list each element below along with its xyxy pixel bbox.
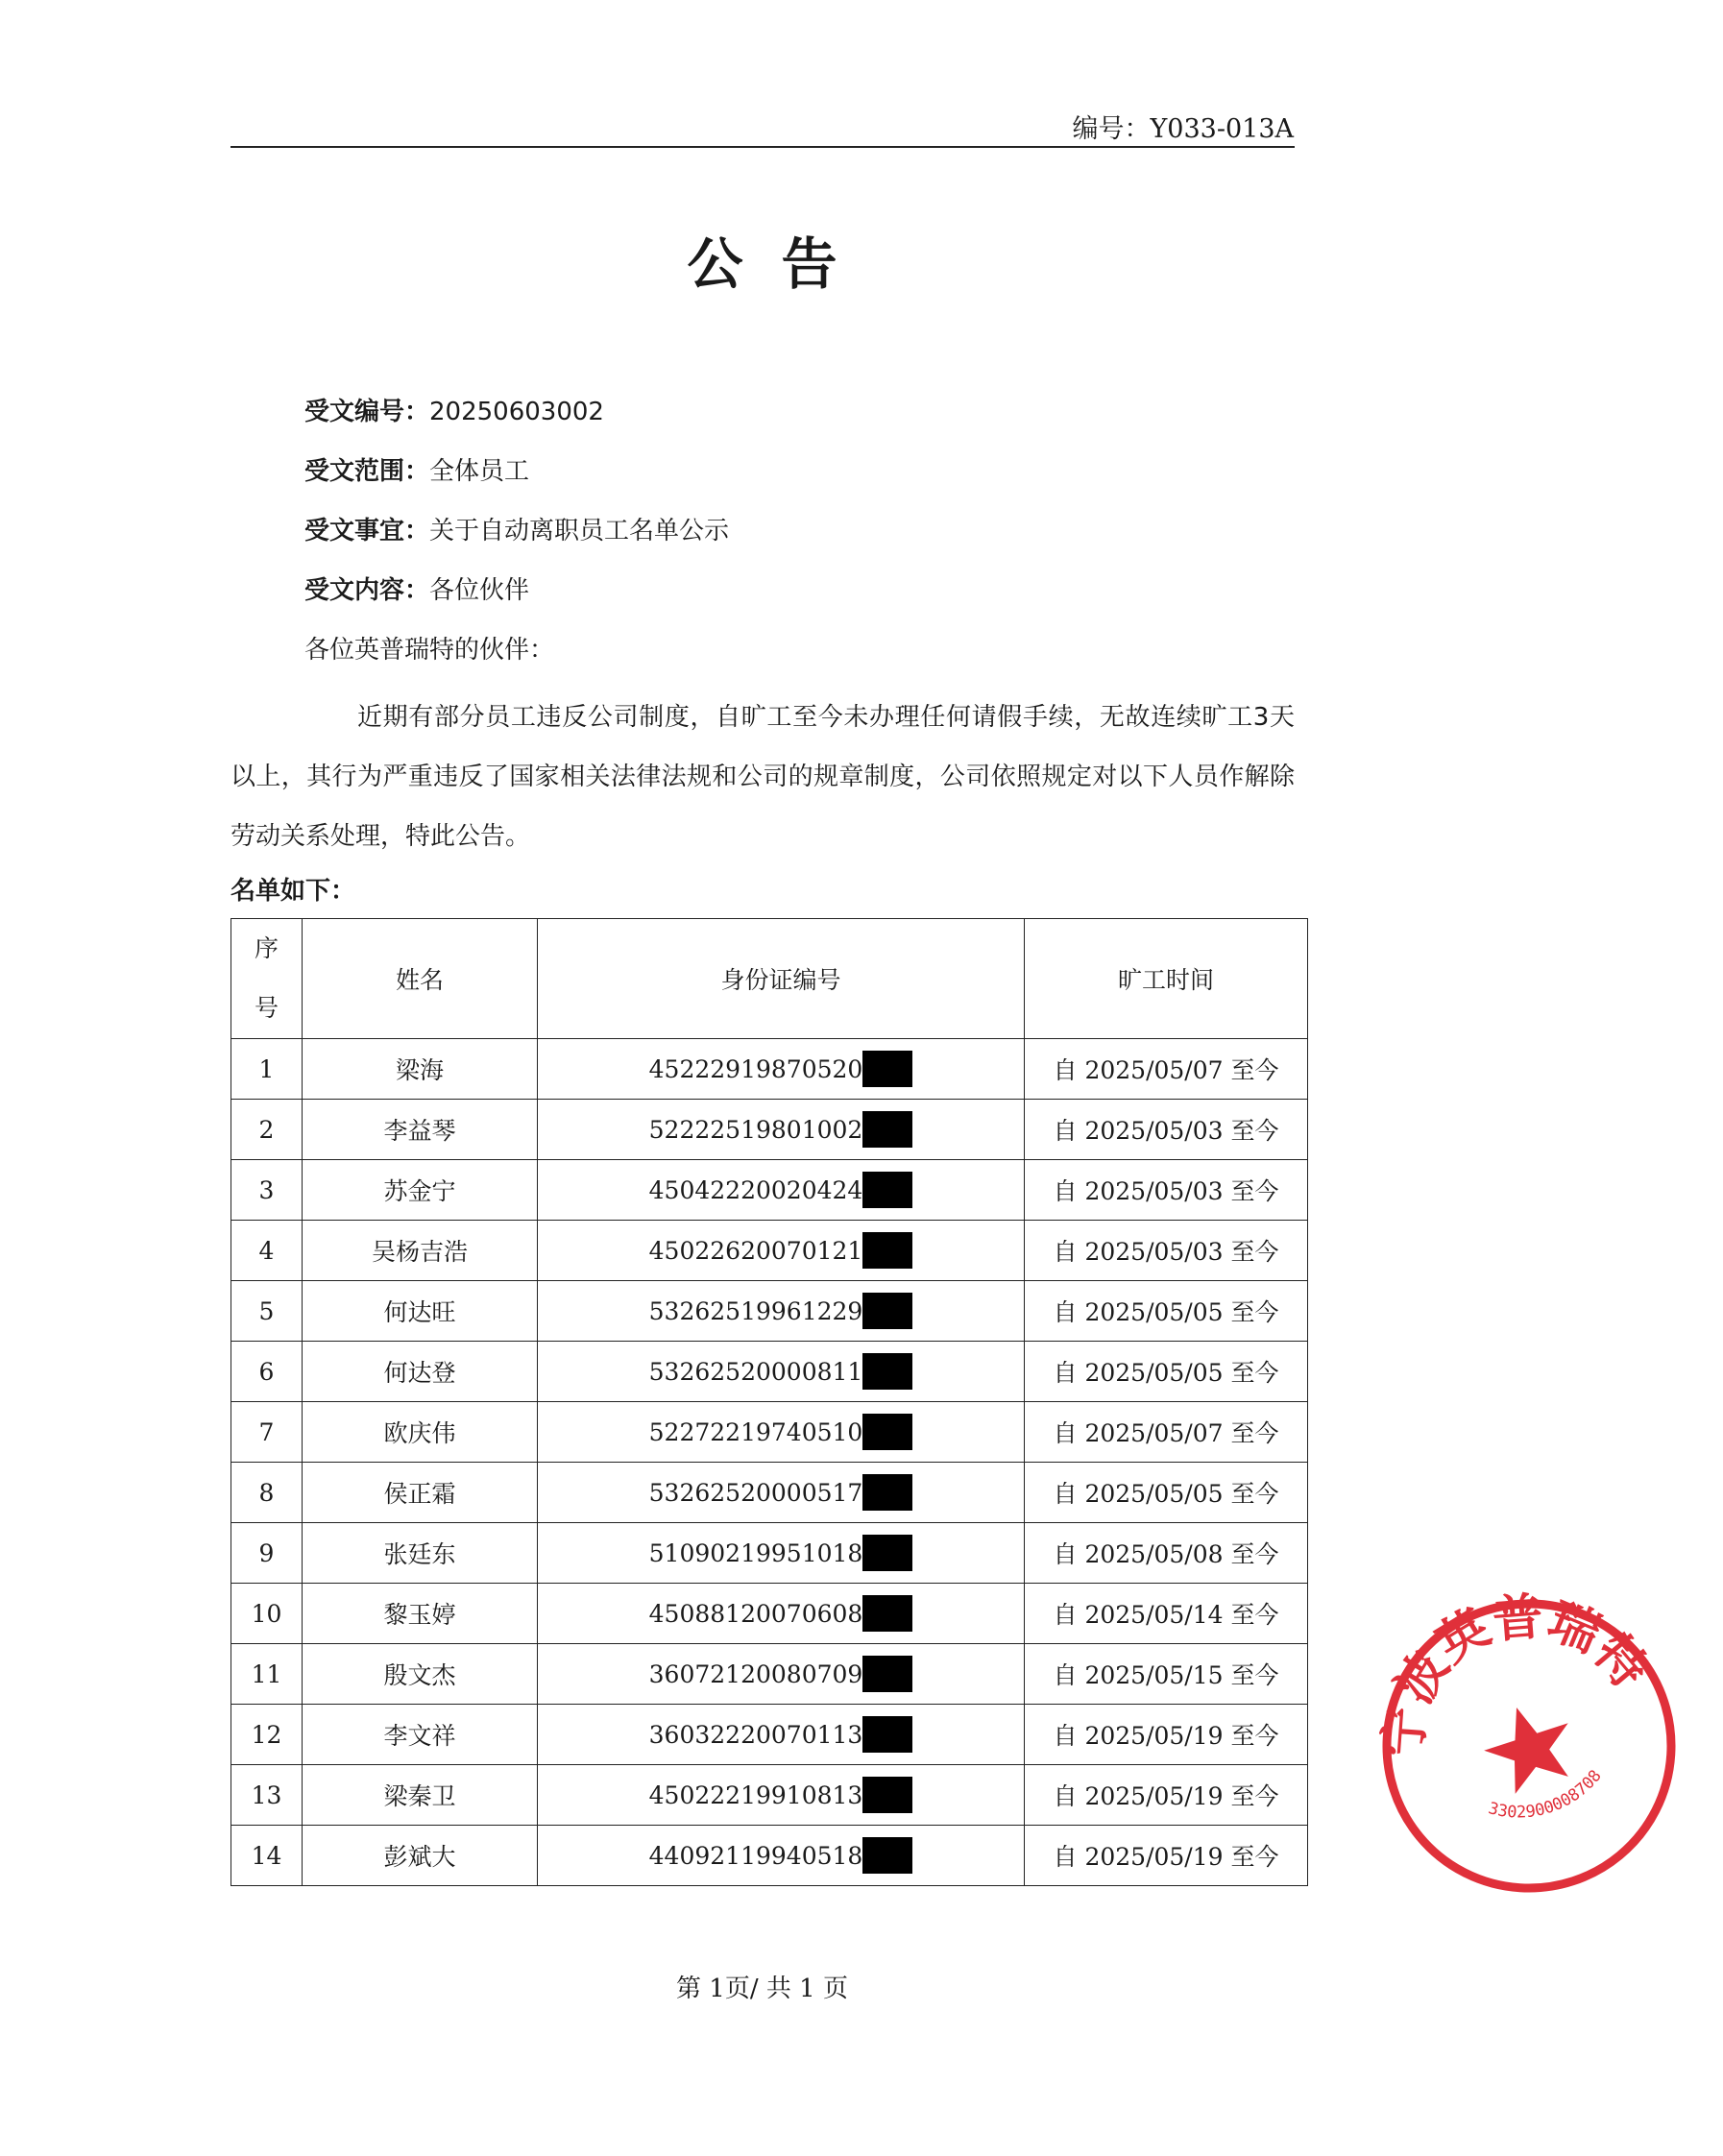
table-row xyxy=(231,1644,1308,1705)
redaction-block xyxy=(862,1474,912,1511)
cell-name: 梁秦卫 xyxy=(303,1765,538,1826)
cell-seq: 12 xyxy=(231,1705,303,1765)
greeting: 各位英普瑞特的伙伴： xyxy=(304,636,555,665)
id-number-visible: 36072120080709 xyxy=(648,1659,863,1688)
table-row xyxy=(231,1100,1308,1160)
table-row xyxy=(231,1584,1308,1644)
cell-id xyxy=(538,1281,1025,1342)
cell-name: 张廷东 xyxy=(303,1523,538,1584)
redaction-block xyxy=(862,1293,912,1329)
meta-scope xyxy=(304,451,529,487)
meta-value: 各位伙伴 xyxy=(429,576,530,605)
notice-body: 近期有部分员工违反公司制度，自旷工至今未办理任何请假手续，无故连续旷工3天以上，其行为严重违反了国家相关法律法规和公司的规章制度，公司依照规定对以下人员作解除劳动关系处理，特此公告。 xyxy=(231,703,1295,851)
id-number-visible: 53262520000517 xyxy=(648,1478,863,1507)
cell-name: 梁海 xyxy=(303,1039,538,1100)
cell-seq: 1 xyxy=(231,1039,303,1100)
cell-id xyxy=(538,1523,1025,1584)
id-number-visible: 52272219740510 xyxy=(648,1417,863,1446)
table-row xyxy=(231,1705,1308,1765)
cell-name: 黎玉婷 xyxy=(303,1584,538,1644)
meta-doc-number xyxy=(304,392,604,427)
id-number-visible: 45022620070121 xyxy=(648,1236,863,1265)
cell-id xyxy=(538,1221,1025,1281)
company-seal xyxy=(1335,1552,1722,1939)
id-number-visible: 53262520000811 xyxy=(648,1357,863,1386)
redaction-block xyxy=(862,1232,912,1269)
cell-name: 苏金宁 xyxy=(303,1160,538,1221)
page-title: 公告 xyxy=(687,231,876,297)
table-row xyxy=(231,1826,1308,1886)
header-name: 姓名 xyxy=(303,919,538,1039)
cell-absence-time: 自 2025/05/15 至今 xyxy=(1025,1644,1308,1705)
cell-absence-time: 自 2025/05/07 至今 xyxy=(1025,1039,1308,1100)
meta-label: 受文范围： xyxy=(304,457,430,486)
list-title: 名单如下： xyxy=(231,877,356,906)
employee-table xyxy=(231,918,1308,1886)
cell-id xyxy=(538,1100,1025,1160)
cell-id xyxy=(538,1826,1025,1886)
table-row xyxy=(231,1221,1308,1281)
cell-name: 何达旺 xyxy=(303,1281,538,1342)
cell-name: 侯正霜 xyxy=(303,1463,538,1523)
header-time: 旷工时间 xyxy=(1025,919,1308,1039)
redaction-block xyxy=(862,1656,912,1692)
seal-name-text: 宁波英普瑞特 xyxy=(1374,1587,1659,1759)
cell-seq: 7 xyxy=(231,1402,303,1463)
cell-name: 欧庆伟 xyxy=(303,1402,538,1463)
cell-absence-time: 自 2025/05/07 至今 xyxy=(1025,1402,1308,1463)
cell-id xyxy=(538,1402,1025,1463)
cell-name: 李文祥 xyxy=(303,1705,538,1765)
cell-absence-time: 自 2025/05/03 至今 xyxy=(1025,1100,1308,1160)
id-number-visible: 45022219910813 xyxy=(648,1781,863,1809)
header-seq-line1: 序 xyxy=(254,934,279,962)
cell-id xyxy=(538,1765,1025,1826)
cell-absence-time: 自 2025/05/19 至今 xyxy=(1025,1826,1308,1886)
redaction-block xyxy=(862,1535,912,1571)
cell-seq: 8 xyxy=(231,1463,303,1523)
cell-id xyxy=(538,1463,1025,1523)
cell-name: 彭斌大 xyxy=(303,1826,538,1886)
cell-absence-time: 自 2025/05/05 至今 xyxy=(1025,1281,1308,1342)
cell-seq: 11 xyxy=(231,1644,303,1705)
cell-seq: 9 xyxy=(231,1523,303,1584)
redaction-block xyxy=(862,1353,912,1390)
table-row xyxy=(231,1463,1308,1523)
cell-absence-time: 自 2025/05/14 至今 xyxy=(1025,1584,1308,1644)
meta-label: 受文编号： xyxy=(304,398,430,426)
cell-id xyxy=(538,1584,1025,1644)
id-number-visible: 36032220070113 xyxy=(648,1720,863,1749)
cell-id xyxy=(538,1342,1025,1402)
cell-seq: 2 xyxy=(231,1100,303,1160)
header-seq-line2: 号 xyxy=(254,994,279,1022)
table-row xyxy=(231,1281,1308,1342)
cell-seq: 3 xyxy=(231,1160,303,1221)
cell-seq: 5 xyxy=(231,1281,303,1342)
cell-seq: 4 xyxy=(231,1221,303,1281)
redaction-block xyxy=(862,1172,912,1208)
meta-content xyxy=(304,570,529,606)
page-footer: 第 1页/ 共 1 页 xyxy=(676,1974,848,2003)
cell-seq: 13 xyxy=(231,1765,303,1826)
cell-absence-time: 自 2025/05/03 至今 xyxy=(1025,1160,1308,1221)
meta-value: 20250603002 xyxy=(429,398,604,426)
cell-absence-time: 自 2025/05/05 至今 xyxy=(1025,1463,1308,1523)
cell-absence-time: 自 2025/05/19 至今 xyxy=(1025,1765,1308,1826)
header-rule xyxy=(231,146,1295,148)
cell-id xyxy=(538,1705,1025,1765)
document-number: 编号：Y033-013A xyxy=(1072,114,1294,144)
table-row xyxy=(231,1039,1308,1100)
cell-name: 殷文杰 xyxy=(303,1644,538,1705)
table-row xyxy=(231,1160,1308,1221)
cell-seq: 6 xyxy=(231,1342,303,1402)
redaction-block xyxy=(862,1595,912,1632)
redaction-block xyxy=(862,1111,912,1148)
redaction-block xyxy=(862,1051,912,1087)
header-seq xyxy=(231,919,303,1039)
seal-number-text: 3302900008708 xyxy=(1486,1766,1606,1823)
redaction-block xyxy=(862,1837,912,1874)
id-number-visible: 44092119940518 xyxy=(648,1841,863,1870)
cell-seq: 10 xyxy=(231,1584,303,1644)
table-row xyxy=(231,1765,1308,1826)
meta-value: 关于自动离职员工名单公示 xyxy=(429,517,730,545)
cell-name: 何达登 xyxy=(303,1342,538,1402)
redaction-block xyxy=(862,1414,912,1450)
id-number-visible: 51090219951018 xyxy=(648,1538,863,1567)
id-number-visible: 53262519961229 xyxy=(648,1296,863,1325)
cell-id xyxy=(538,1160,1025,1221)
cell-absence-time: 自 2025/05/05 至今 xyxy=(1025,1342,1308,1402)
id-number-visible: 45222919870520 xyxy=(648,1054,863,1083)
table-row xyxy=(231,1523,1308,1584)
seal-star xyxy=(1474,1694,1584,1799)
redaction-block xyxy=(862,1777,912,1813)
meta-value: 全体员工 xyxy=(429,457,530,486)
header-id: 身份证编号 xyxy=(538,919,1025,1039)
cell-id xyxy=(538,1644,1025,1705)
id-number-visible: 45042220020424 xyxy=(648,1175,863,1204)
id-number-visible: 52222519801002 xyxy=(648,1115,863,1144)
table-row xyxy=(231,1342,1308,1402)
meta-subject xyxy=(304,511,729,546)
cell-absence-time: 自 2025/05/19 至今 xyxy=(1025,1705,1308,1765)
meta-label: 受文事宜： xyxy=(304,517,430,545)
meta-label: 受文内容： xyxy=(304,576,430,605)
cell-seq: 14 xyxy=(231,1826,303,1886)
id-number-visible: 45088120070608 xyxy=(648,1599,863,1628)
table-header-row xyxy=(231,919,1308,1039)
cell-name: 吴杨吉浩 xyxy=(303,1221,538,1281)
redaction-block xyxy=(862,1716,912,1753)
cell-id xyxy=(538,1039,1025,1100)
table-row xyxy=(231,1402,1308,1463)
cell-name: 李益琴 xyxy=(303,1100,538,1160)
cell-absence-time: 自 2025/05/08 至今 xyxy=(1025,1523,1308,1584)
cell-absence-time: 自 2025/05/03 至今 xyxy=(1025,1221,1308,1281)
